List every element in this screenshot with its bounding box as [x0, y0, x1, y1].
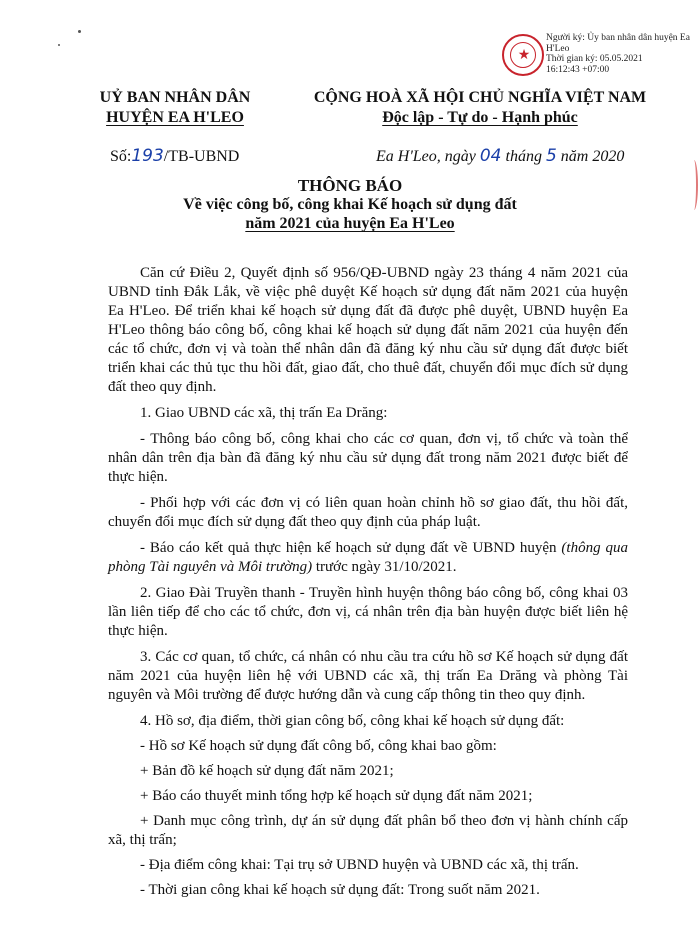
paragraph-item-4a-2: + Báo cáo thuyết minh tổng hợp kế hoạch sử dụng đất năm 2021; — [140, 788, 533, 804]
paragraph-item-1: 1. Giao UBND các xã, thị trấn Ea Drăng: — [140, 405, 388, 421]
nation-name: CỘNG HOÀ XÃ HỘI CHỦ NGHĨA VIỆT NAM — [313, 89, 647, 106]
scan-speck — [58, 44, 60, 46]
signature-seal-icon — [502, 34, 544, 76]
agency-line-1: UỶ BAN NHÂN DÂN — [99, 89, 251, 106]
doc-no-handwritten: 193 — [131, 146, 164, 166]
date-day: 04 — [479, 146, 502, 166]
signature-signer: Người ký: Ủy ban nhân dân huyện Ea H'Leo — [546, 33, 690, 54]
date-year: năm 2020 — [556, 148, 625, 165]
signature-time: Thời gian ký: 05.05.2021 16:12:43 +07:00 — [546, 54, 643, 75]
paragraph-item-2: 2. Giao Đài Truyền thanh - Truyền hình huyện thông báo công bố, công khai 03 lần liên tiếp để cho các tổ chức, đơn vị, cá nhân trên địa bàn huyện được biết liên hệ thực hiện. — [108, 585, 628, 639]
paragraph-item-4a-3: + Danh mục công trình, dự án sử dụng đất phân bổ theo đơn vị hành chính cấp xã, thị trấn; — [108, 813, 628, 848]
doc-no-suffix: /TB-UBND — [163, 148, 240, 165]
digital-signature-info — [546, 33, 696, 75]
document-body — [108, 264, 628, 906]
paragraph-item-4a: - Hồ sơ Kế hoạch sử dụng đất công bố, công khai bao gồm: — [140, 738, 497, 754]
paragraph-item-4c: - Thời gian công khai kế hoạch sử dụng đất: Trong suốt năm 2021. — [140, 882, 540, 898]
red-stamp-edge — [690, 160, 698, 210]
document-date — [376, 146, 624, 166]
item-1c-deadline: trước ngày 31/10/2021. — [312, 559, 457, 575]
title-line-2: Về việc công bố, công khai Kế hoạch sử dụng đất — [183, 196, 517, 213]
paragraph-item-1c — [108, 539, 628, 577]
national-heading — [300, 88, 660, 128]
national-motto: Độc lập - Tự do - Hạnh phúc — [382, 109, 578, 126]
paragraph-item-1b: - Phối hợp với các đơn vị có liên quan hoàn chỉnh hồ sơ giao đất, thu hồi đất, chuyển đổi mục đích sử dụng đất theo quy định của pháp luật. — [108, 495, 628, 530]
date-month-label: tháng — [501, 148, 546, 165]
title-line-1: THÔNG BÁO — [297, 176, 403, 195]
agency-line-2: HUYỆN EA H'LEO — [106, 109, 244, 126]
paragraph-legal-basis: Căn cứ Điều 2, Quyết định số 956/QĐ-UBND ngày 23 tháng 4 năm 2021 của UBND tỉnh Đắk Lắk, về việc phê duyệt Kế hoạch sử dụng đất năm 2021 của huyện Ea H'Leo. Để triển khai kế hoạch sử dụng đất đã được phê duyệt, UBND huyện Ea H'Leo thông báo công bố, công khai kế hoạch sử dụng đất năm 2021 của huyện đến các tổ chức, đơn vị và toàn thể nhân dân đã đăng ký nhu cầu sử dụng đất được biết triển khai các thủ tục thu hồi đất, giao đất, cho thuê đất, chuyển đổi mục đích sử dụng đất theo quy định. — [108, 265, 628, 395]
star-icon: ★ — [517, 47, 531, 63]
date-place: Ea H'Leo, ngày — [376, 148, 480, 165]
paragraph-item-1a: - Thông báo công bố, công khai cho các cơ quan, đơn vị, tổ chức và toàn thể nhân dân trên địa bàn đã đăng ký nhu cầu sử dụng đất trong năm 2021 được biết để thực hiện. — [108, 431, 628, 485]
document-title — [120, 176, 580, 233]
doc-no-prefix: Số: — [110, 148, 132, 165]
paragraph-item-4a-1: + Bản đồ kế hoạch sử dụng đất năm 2021; — [140, 763, 394, 779]
paragraph-item-3: 3. Các cơ quan, tổ chức, cá nhân có nhu cầu tra cứu hồ sơ Kế hoạch sử dụng đất năm 2021 của huyện liên hệ với UBND các xã, thị trấn Ea Drăng và phòng Tài nguyên và Môi trường để được hướng dẫn và cung cấp thông tin theo quy định. — [108, 649, 628, 703]
paragraph-item-4b: - Địa điểm công khai: Tại trụ sở UBND huyện và UBND các xã, thị trấn. — [140, 857, 579, 873]
scan-speck — [78, 30, 81, 33]
item-1c-italic: (thông qua phòng Tài nguyên và Môi trường) — [108, 540, 628, 575]
title-line-3: năm 2021 của huyện Ea H'Leo — [245, 215, 455, 232]
issuing-agency — [70, 88, 280, 128]
paragraph-item-4: 4. Hồ sơ, địa điểm, thời gian công bố, công khai kế hoạch sử dụng đất: — [140, 713, 565, 729]
date-month: 5 — [545, 146, 557, 166]
document-number — [110, 146, 239, 166]
item-1c-text: - Báo cáo kết quả thực hiện kế hoạch sử dụng đất về UBND huyện — [140, 540, 562, 556]
